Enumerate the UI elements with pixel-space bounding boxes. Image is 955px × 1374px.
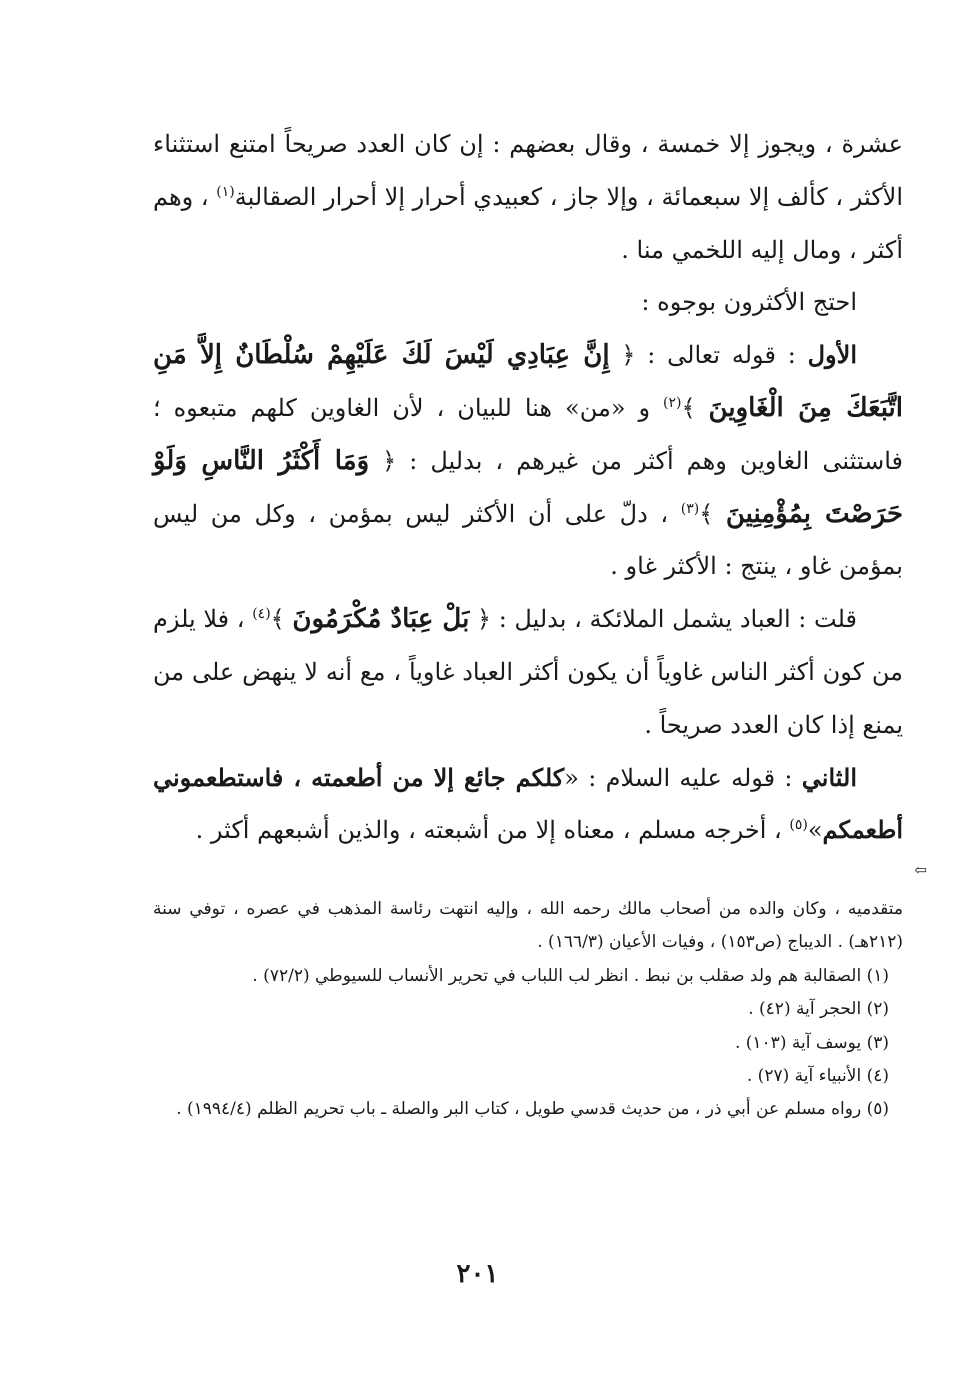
paragraph-4 (153, 593, 903, 751)
first-argument-label: الأول (807, 340, 857, 370)
footnote-ref-2: (٢) (663, 394, 682, 411)
paragraph-5 (153, 752, 903, 858)
paragraph-2-text: احتج الأكثرون بوجوه : (641, 288, 857, 317)
main-text (153, 118, 903, 857)
paragraph-3-intro: : قوله تعالى : (635, 341, 808, 370)
page-number: ٢٠١ (456, 1259, 499, 1289)
footnote-4: (٤) الأنبياء آية (٢٧) . (746, 1066, 889, 1087)
quran-verse-3: بَلْ عِبَادٌ مُكْرَمُونَ (292, 604, 470, 635)
footnote-3: (٣) يوسف آية (١٠٣) . (734, 1032, 889, 1053)
paragraph-1 (153, 118, 903, 276)
paragraph-4-tail: ، فلا يلزم من كون أكثر الناس غاوياً أن يكون أكثر العباد غاوياً ، مع أنه لا ينهض على من يمنع إذا كان العدد صريحاً . (153, 605, 903, 739)
paragraph-5-intro: : قوله عليه السلام : « (564, 763, 802, 792)
second-argument-label: الثاني (801, 762, 858, 792)
quran-verse-2: وَمَا أَكْثَرُ النَّاسِ وَلَوْ حَرَصْتَ بِمُؤْمِنِينَ (153, 445, 904, 529)
footnote-carryover: متقدميه ، وكان والده من أصحاب مالك رحمه الله ، وإليه انتهت رئاسة المذهب في عصره ، توفي سنة (٢١٢هـ) . الديباج (ص١٥٣) ، وفيات الأعيان (١٦٦/٣) . (153, 899, 903, 953)
paragraph-4-intro: قلت : العباد يشمل الملائكة ، بدليل : (491, 605, 857, 634)
ornate-bracket-open: ﴿ (369, 446, 397, 475)
paragraph-2 (153, 276, 903, 329)
paragraph-5-tail: ، أخرجه مسلم ، معناه إلا من أشبعته ، والذين أشبعهم أكثر . (195, 816, 790, 845)
footnote-ref-1: (١) (216, 183, 235, 200)
footnotes (153, 893, 903, 1127)
paragraph-3 (153, 329, 903, 593)
paragraph-3-tail: ، دلّ على أن الأكثر ليس بمؤمن ، وكل من ليس بمؤمن غاو ، ينتج : الأكثر غاو . (153, 499, 903, 581)
ornate-bracket-close: ﴾ (270, 605, 293, 634)
paragraph-1-tail: ، وهم أكثر ، ومال إليه اللخمي منا . (153, 182, 903, 264)
quran-verse-1: إِنَّ عِبَادِي لَيْسَ لَكَ عَلَيْهِمْ سُلْطَانٌ إِلاَّ مَنِ اتَّبَعَكَ مِنَ الْغَاوِينَ (153, 340, 903, 423)
ornate-bracket-open: ﴿ (609, 341, 636, 370)
ornate-bracket-open: ﴿ (469, 605, 492, 634)
footnote-ref-5: (٥) (789, 817, 808, 834)
hadith-close-quote: » (807, 816, 823, 845)
paragraph-1-text: عشرة ، ويجوز إلا خمسة ، وقال بعضهم : إن كان العدد صريحاً امتنع استثناء الأكثر ، كألف إلا سبعمائة ، وإلا جاز ، كعبيدي أحرار إلا أحرار الصقالبة (153, 130, 903, 211)
paragraph-3-middle: و «من» هنا للبيان ، لأن الغاوين كلهم متبعوه ؛ فاستثنى الغاوين وهم أكثر من غيرهم ، بدليل : (153, 393, 903, 475)
continuation-arrow-icon: ⇦ (914, 861, 927, 879)
footnote-1: (١) الصقالبة هم ولد صقلب بن نبط . انظر لب اللباب في تحرير الأنساب للسيوطي (٧٢/٢) . (252, 965, 889, 986)
footnote-5: (٥) رواه مسلم عن أبي ذر ، من حديث قدسي طويل ، كتاب البر والصلة ـ باب تحريم الظلم (١٩٩٤/٤) . (176, 1099, 889, 1120)
ornate-bracket-close: ﴾ (681, 393, 709, 422)
footnote-2: (٢) الحجر آية (٤٢) . (748, 999, 889, 1020)
footnote-ref-3: (٣) (680, 500, 700, 517)
ornate-bracket-close: ﴾ (699, 499, 726, 528)
hadith-quote: كلكم جائع إلا من أطعمته ، فاستطعموني أطعمكم (153, 762, 903, 845)
footnote-ref-4: (٤) (252, 606, 271, 623)
